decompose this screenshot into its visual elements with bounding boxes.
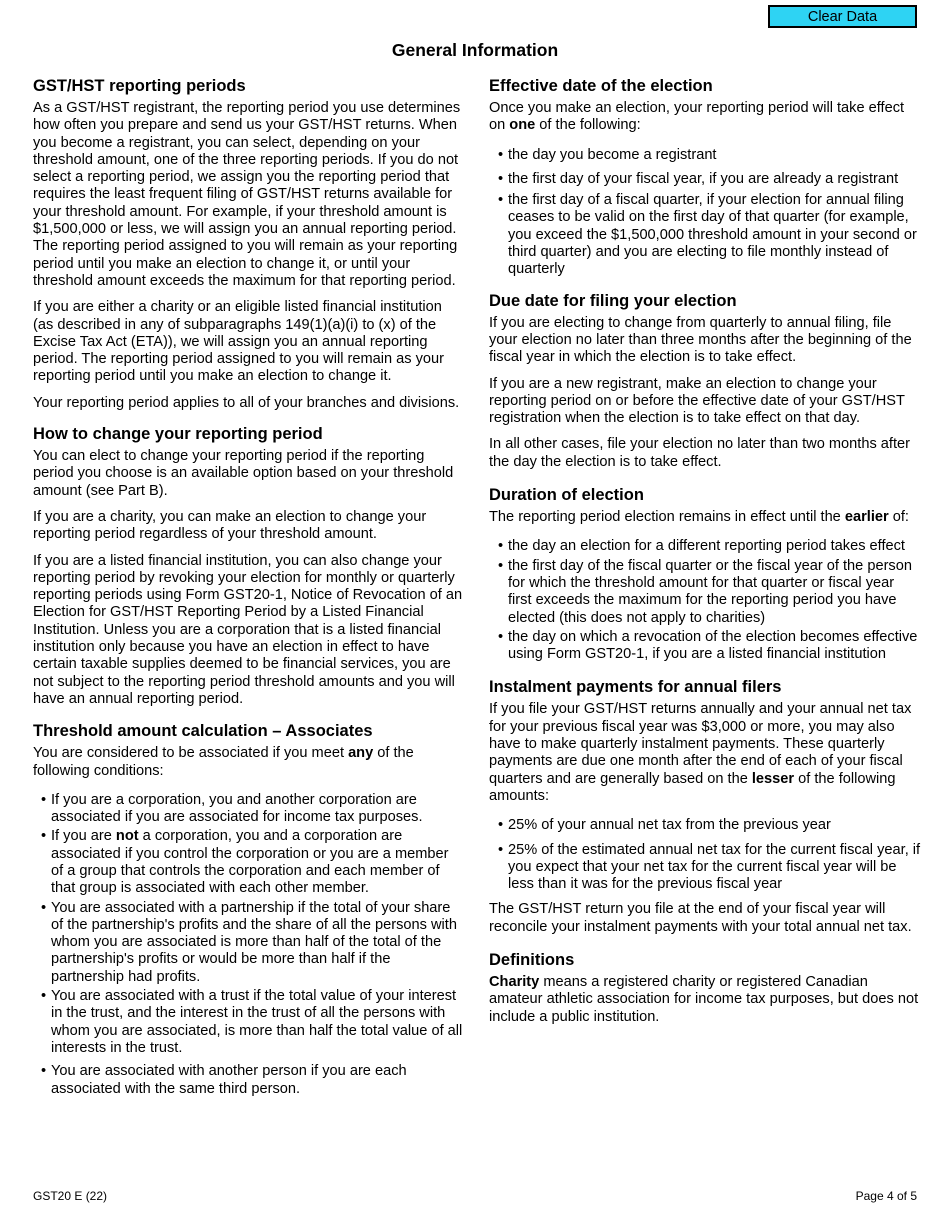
section-effective-date — [489, 76, 921, 279]
list-item: • the day you become a registrant — [489, 147, 921, 164]
section-duration — [489, 485, 921, 663]
paragraph: If you are either a charity or an eligible listed financial institution (as described in any of subparagraphs 149(1)(a)(i) to (x) of the Excise Tax Act (ETA)), we will assign you an annual reporting period. The reporting period assigned to you will remain as your reporting period until you make an election to change it. — [33, 299, 445, 385]
text: Once you make an election, your reporting period will take effect on — [489, 100, 905, 134]
list-item: • If you are a corporation, you and another corporation are associated if you are associated for income tax purposes. — [33, 792, 463, 827]
paragraph: The GST/HST return you file at the end of your fiscal year will reconcile your instalment payments with your total annual net tax. — [489, 901, 912, 935]
text: of the following: — [535, 117, 641, 134]
text: The reporting period election remains in effect until the — [489, 509, 845, 526]
page-number: Page 4 of 5 — [855, 1189, 917, 1203]
duration-list — [489, 538, 921, 663]
heading-how-to-change: How to change your reporting period — [33, 425, 323, 444]
heading-definitions: Definitions — [489, 950, 575, 969]
section-how-to-change — [33, 424, 463, 708]
list-item: • 25% of the estimated annual net tax for the current fiscal year, if you expect that your net tax for the current fiscal year will be less than it was for the previous fiscal year — [489, 842, 921, 894]
heading-associates: Threshold amount calculation – Associates — [33, 722, 373, 741]
section-due-date — [489, 291, 921, 471]
text: of the following conditions: — [33, 745, 414, 779]
paragraph — [489, 100, 921, 135]
paragraph: If you are a listed financial institution, you can also change your reporting period by revoking your election for monthly or quarterly reporting periods using Form GST20-1, Notice of Revocation of an Election for GST/HST Reporting Period by a Listed Financial Institution. Unless you are a corporation that is a listed financial institution only because you have an election in effect to have certain taxable supplies deemed to be financial services, you are not subject to the reporting period threshold amounts and you will have an annual reporting period. — [33, 552, 463, 707]
emphasis: not — [115, 828, 139, 845]
list-item — [33, 828, 463, 897]
effective-date-list — [489, 147, 921, 279]
list-item: • the first day of a fiscal quarter, if your election for annual filing ceases to be valid on the first day of that quarter (for example, you exceed the $1,500,000 threshold amount in your second or third quarter) and you are electing to file monthly instead of quarterly — [489, 192, 921, 278]
text: If you file your GST/HST returns annually and your annual net tax for your previous fiscal year was $3,000 or more, you may also have to make quarterly instalment payments. These quarterly payments are due one month after the end of each of your fiscal quarters and are generally based on the — [489, 701, 912, 787]
emphasis: lesser — [751, 770, 795, 787]
paragraph: If you are a charity, you can make an election to change your reporting period regardless of your threshold amount. — [33, 508, 427, 543]
text: of: — [888, 509, 909, 526]
paragraph: You can elect to change your reporting period if the reporting period you choose is an available option based on your threshold amount (see Part B). — [33, 448, 454, 499]
form-code: GST20 E (22) — [33, 1189, 108, 1203]
text: You are considered to be associated if you meet — [33, 745, 349, 762]
section-reporting-periods — [33, 76, 463, 412]
instalments-list — [489, 817, 921, 893]
paragraph: If you are a new registrant, make an election to change your reporting period on or before the effective date of your GST/HST registration when the election is to take effect on that day. — [489, 375, 905, 427]
page-title: General Information — [391, 40, 559, 60]
term: Charity — [489, 973, 540, 990]
section-associates — [33, 721, 463, 1098]
associates-list — [33, 792, 463, 1098]
paragraph: Your reporting period applies to all of your branches and divisions. — [33, 394, 460, 411]
list-item: • You are associated with another person if you are each associated with the same third person. — [33, 1063, 463, 1098]
heading-instalments: Instalment payments for annual filers — [489, 678, 782, 697]
list-item: • the day on which a revocation of the election becomes effective using Form GST20-1, if you are a listed financial institution — [489, 629, 921, 664]
paragraph — [489, 509, 921, 526]
heading-due-date: Due date for filing your election — [489, 291, 737, 310]
definition-charity — [489, 974, 921, 1026]
paragraph — [489, 701, 921, 805]
list-item: • 25% of your annual net tax from the previous year — [489, 817, 921, 834]
section-instalments — [489, 677, 921, 936]
left-column — [33, 76, 463, 1106]
heading-duration: Duration of election — [489, 486, 644, 505]
list-item: • the first day of the fiscal quarter or the fiscal year of the person for which the threshold amount for that quarter or fiscal year first exceeds the maximum for the reporting period you have elected (this does not apply to charities) — [489, 558, 921, 627]
emphasis: earlier — [844, 509, 889, 526]
paragraph — [33, 745, 463, 780]
text: of the following amounts: — [489, 770, 896, 804]
section-definitions — [489, 950, 921, 1026]
paragraph: In all other cases, file your election no later than two months after the day the election is to take effect. — [489, 436, 911, 470]
emphasis: any — [348, 745, 374, 762]
list-item: • You are associated with a partnership if the total of your share of the partnership's profits and the share of all the persons with whom you are associated is more than half of the total of the partnership's profits or would be more than half if the partnership had profits. — [33, 900, 463, 986]
text: a corporation, you and a corporation are associated if you control the corporation or you are a member of a group that controls the corporation and each member of that group is associated with each other member. — [51, 828, 449, 897]
list-item: • the first day of your fiscal year, if you are already a registrant — [489, 171, 921, 188]
text: means a registered charity or registered Canadian amateur athletic association for income tax purposes, but does not include a public institution. — [489, 973, 919, 1025]
heading-reporting-periods: GST/HST reporting periods — [33, 77, 246, 95]
emphasis: one — [509, 117, 536, 134]
list-item: • the day an election for a different reporting period takes effect — [489, 538, 921, 555]
right-column — [489, 76, 921, 1035]
heading-effective-date: Effective date of the election — [489, 77, 713, 95]
paragraph: As a GST/HST registrant, the reporting period you use determines how often you prepare and send us your GST/HST returns. When you become a registrant, you can select, depending on your threshold amount, one of the three reporting periods. If you do not select a reporting period, we assign you the reporting period that requires the least frequent filing of GST/HST returns available for your threshold amount. For example, if your threshold amount is $1,500,000 or less, we will assign you an annual reporting period. The reporting period assigned to you will remain as your reporting period until you make an election to change it, or until your threshold amount exceeds the maximum for that reporting period. — [33, 100, 461, 289]
text: If you are — [51, 828, 116, 845]
list-item: • You are associated with a trust if the total value of your interest in the trust, and the interest in the trust of all the persons with whom you are associated, is more than half the total value of all interests in the trust. — [33, 988, 463, 1057]
paragraph: If you are electing to change from quarterly to annual filing, file your election no later than three months after the beginning of the fiscal year in which the election is to take effect. — [489, 314, 912, 366]
clear-data-button[interactable]: Clear Data — [768, 5, 917, 28]
